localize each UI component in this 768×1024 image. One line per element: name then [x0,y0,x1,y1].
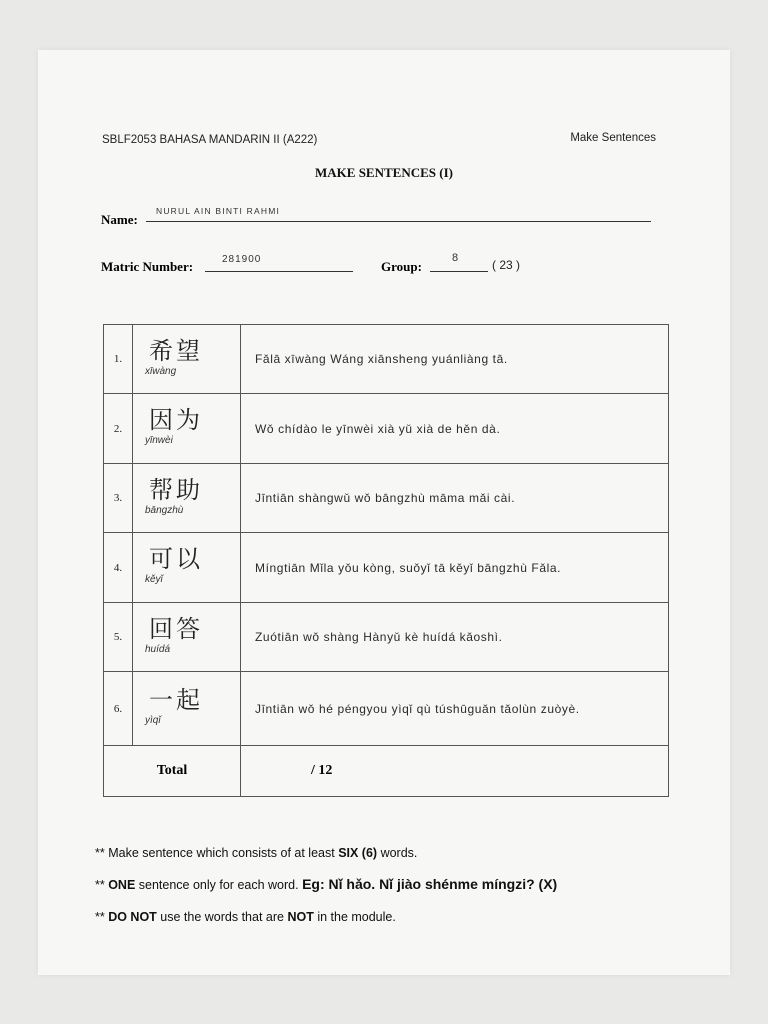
table-row [104,533,669,602]
sentence: Jīntiān shàngwǔ wǒ bāngzhù māma mǎi cài. [241,463,669,532]
sentence: Míngtiān Mǐla yǒu kòng, suǒyǐ tā kěyǐ bāngzhù Fǎla. [241,533,669,602]
note-emphasis: ONE [108,878,136,892]
name-value: NURUL AIN BINTI RAHMI [156,206,281,216]
table-row [104,463,669,532]
pinyin: yīnwèi [145,435,173,447]
sentence: Jīntiān wǒ hé péngyou yìqǐ qù túshūguǎn tǎolùn zuòyè. [241,672,669,746]
sentence-table [103,324,669,797]
table-row [104,325,669,394]
word-cell [133,533,241,602]
hanzi-word: 因为 [149,407,203,435]
hanzi-word: 帮助 [149,476,203,504]
pinyin: bāngzhù [145,504,184,516]
row-number: 2. [104,394,133,463]
matric-value: 281900 [222,254,262,265]
hanzi-word: 可以 [149,546,203,574]
table-row [104,602,669,671]
note-text: ** [95,878,109,892]
word-cell [133,394,241,463]
note-text: sentence only for each word. [135,878,303,892]
note-text: words. [377,846,418,860]
table-row [104,394,669,463]
pinyin: xīwàng [145,365,177,377]
group-number: ( 23 ) [492,258,521,272]
note-example: Eg: Nǐ hǎo. Nǐ jiào shénme míngzi? (X) [302,876,558,892]
instruction-1 [95,846,417,860]
instruction-3 [95,910,396,924]
note-text: use the words that are [156,910,288,924]
total-label: Total [104,745,241,796]
word-cell [133,602,241,671]
note-emphasis: DO NOT [108,910,157,924]
row-number: 1. [104,325,133,394]
matric-label: Matric Number: [101,259,194,274]
total-score: / 12 [241,745,669,796]
row-number: 4. [104,533,133,602]
word-cell [133,325,241,394]
word-cell [133,672,241,746]
total-row [104,745,669,796]
pinyin: huídá [145,643,171,655]
word-cell [133,463,241,532]
note-emphasis: NOT [287,910,314,924]
group-label: Group: [381,259,422,274]
note-text: ** Make sentence which consists of at least [95,846,339,860]
group-value: 8 [452,252,459,264]
course-code: SBLF2053 BAHASA MANDARIN II (A222) [102,134,318,146]
sentence: Zuótiān wǒ shàng Hànyǔ kè huídá kǎoshì. [241,602,669,671]
table-row [104,672,669,746]
worksheet-type: Make Sentences [570,132,656,144]
note-text: ** [95,910,109,924]
row-number: 6. [104,672,133,746]
row-number: 3. [104,463,133,532]
row-number: 5. [104,602,133,671]
matric-field-line [205,271,353,272]
pinyin: kěyǐ [145,574,163,586]
sentence: Fǎlā xīwàng Wáng xiānsheng yuánliàng tā. [241,325,669,394]
instruction-2 [95,876,557,892]
note-emphasis: SIX (6) [338,846,378,860]
group-field-line [430,271,488,272]
page-title: MAKE SENTENCES (I) [315,165,453,180]
sentence: Wǒ chídào le yīnwèi xià yǔ xià de hěn dà. [241,394,669,463]
hanzi-word: 希望 [149,337,203,365]
hanzi-word: 回答 [149,615,203,643]
pinyin: yìqǐ [145,715,161,727]
hanzi-word: 一起 [149,687,203,715]
name-label: Name: [101,212,138,227]
name-field-line [146,221,651,222]
note-text: in the module. [313,910,396,924]
